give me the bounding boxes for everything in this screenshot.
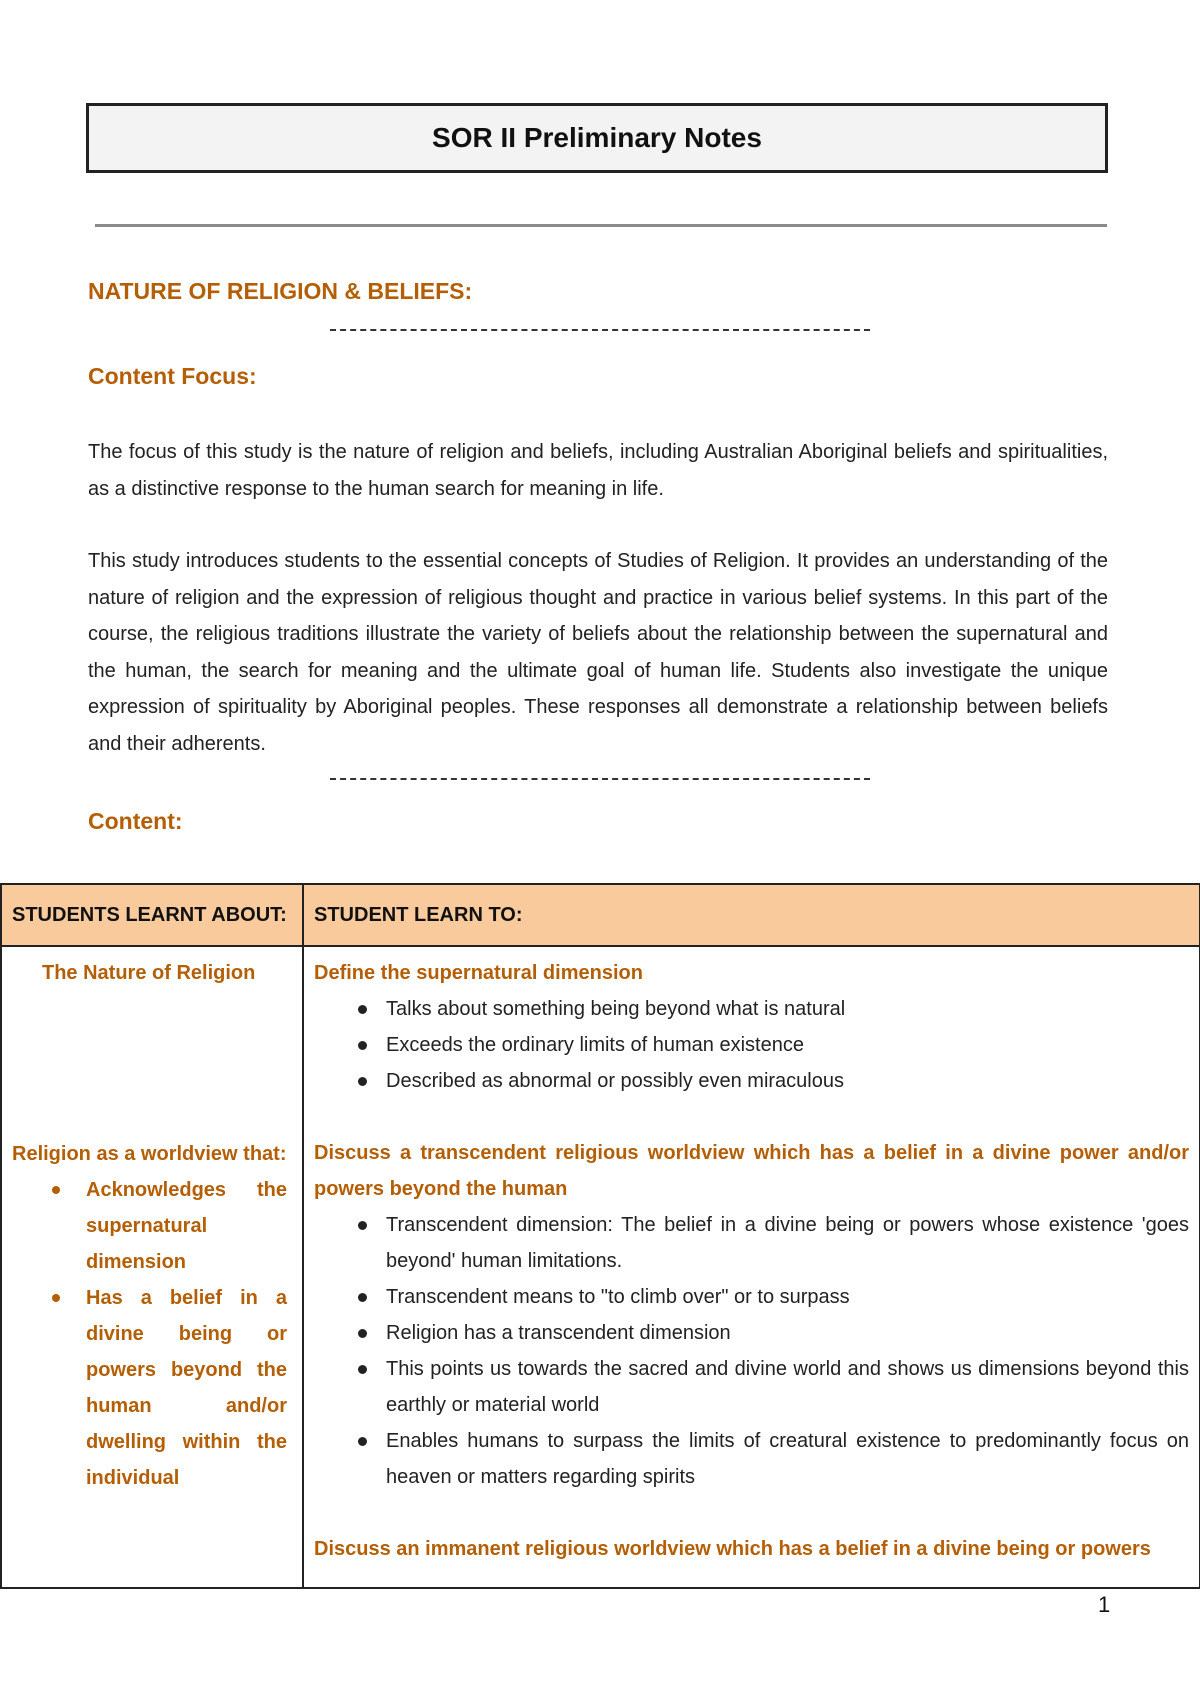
table-header-row [1,884,1200,946]
document-title: SOR II Preliminary Notes [432,122,762,153]
paragraph-introduction: This study introduces students to the essential concepts of Studies of Religion. It provides an understanding of the nature of religion and the expression of religious thought and practice in various belief systems. In this part of the course, the religious traditions illustrate the variety of beliefs about the relationship between the supernatural and the human, the search for meaning and the ultimate goal of human life. Students also investigate the unique expression of spirituality by Aboriginal peoples. These responses all demonstrate a relationship between beliefs and their adherents. [88,550,1108,755]
table-row [1,946,1200,1588]
horizontal-rule [95,224,1107,227]
content-heading: Content: [88,808,183,834]
header-learn-to: STUDENT LEARN TO: [303,884,1200,946]
list-item: Has a belief in a divine being or powers beyond the human and/or dwelling within the individual [2,1280,297,1496]
list-item: Transcendent dimension: The belief in a divine being or powers whose existence 'goes beyond' human limitations. [314,1207,1189,1279]
content-focus-heading: Content Focus: [88,363,257,389]
page-number: 1 [1098,1592,1111,1617]
left-cell [1,946,303,1588]
list-item: This points us towards the sacred and divine world and shows us dimensions beyond this earthly or material world [314,1351,1189,1423]
right-cell-content [304,947,1199,1567]
section-heading: NATURE OF RELIGION & BELIEFS: [88,278,473,304]
list-item: Talks about something being beyond what is natural [314,991,1189,1027]
paragraph-focus: The focus of this study is the nature of religion and beliefs, including Australian Aboriginal beliefs and spiritualities, as a distinctive response to the human search for meaning in life. [88,441,1108,500]
list-item: Transcendent means to "to climb over" or to surpass [314,1279,1189,1315]
right-cell [303,946,1200,1588]
header-learnt-about: STUDENTS LEARNT ABOUT: [1,884,303,946]
list-item: Acknowledges the supernatural dimension [2,1172,297,1280]
title-box [86,103,1108,173]
supernatural-list [314,991,1189,1099]
immanent-heading: Discuss an immanent religious worldview which has a belief in a divine being or powers [314,1538,1151,1560]
left-topic-nature: The Nature of Religion [42,962,256,984]
list-item: Exceeds the ordinary limits of human existence [314,1027,1189,1063]
define-supernatural-heading: Define the supernatural dimension [314,962,643,984]
list-item: Religion has a transcendent dimension [314,1315,1189,1351]
dashed-divider [330,778,870,780]
dashed-divider [330,329,870,331]
transcendent-heading: Discuss a transcendent religious worldview which has a belief in a divine power and/or powers beyond the human [314,1142,1189,1200]
list-item: Enables humans to surpass the limits of creatural existence to predominantly focus on heaven or matters regarding spirits [314,1423,1189,1495]
left-topic-worldview [12,1136,297,1496]
left-topic-worldview-label: Religion as a worldview that: [12,1143,287,1165]
worldview-list [2,1172,297,1496]
transcendent-list [314,1207,1189,1495]
list-item: Described as abnormal or possibly even miraculous [314,1063,1189,1099]
content-table [0,883,1200,1589]
